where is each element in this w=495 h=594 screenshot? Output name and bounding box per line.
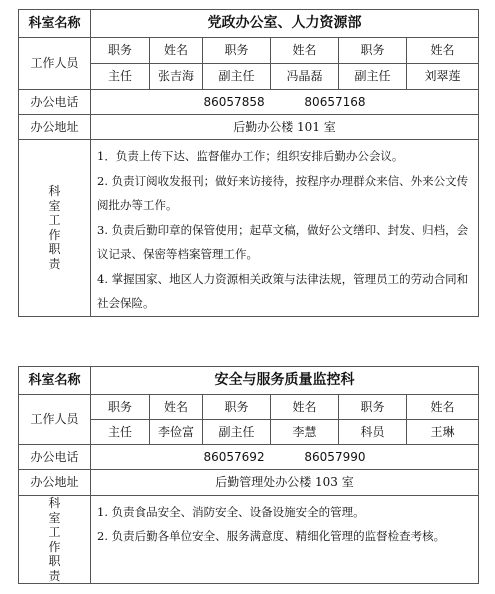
- duties-list: [91, 496, 479, 584]
- role-header: 职务: [339, 395, 407, 420]
- duty-item: 2. 负责订阅收发报刊；做好来访接待，按程序办理群众来信、外来公文传阅批办等工作。: [97, 173, 469, 212]
- name-header: 姓名: [407, 395, 479, 420]
- duties-label: [19, 496, 91, 584]
- duty-item: 4. 掌握国家、地区人力资源相关政策与法律法规，管理员工的劳动合同和社会保险。: [97, 271, 469, 310]
- staff-name: 李慧: [271, 420, 339, 445]
- department-name: 安全与服务质量监控科: [91, 367, 479, 395]
- address-label: 办公地址: [19, 470, 91, 496]
- address-label: 办公地址: [19, 115, 91, 140]
- department-table-party-office: [18, 9, 479, 317]
- staff-label: 工作人员: [19, 395, 91, 445]
- staff-name: 冯晶磊: [271, 64, 339, 90]
- office-address: 后勤管理处办公楼 103 室: [91, 470, 479, 496]
- role-header: 职务: [203, 395, 271, 420]
- phone-numbers: [91, 445, 479, 470]
- duty-item: 1．负责上传下达、监督催办工作；组织安排后勤办公会议。: [97, 149, 404, 163]
- name-header: 姓名: [150, 395, 203, 420]
- department-name-label: 科室名称: [19, 367, 91, 395]
- phone-number: 86057990: [304, 449, 366, 464]
- phone-label: 办公电话: [19, 445, 91, 470]
- name-header: 姓名: [271, 38, 339, 64]
- role-header: 职务: [91, 38, 150, 64]
- staff-name: 刘翠莲: [407, 64, 479, 90]
- staff-role: 副主任: [203, 420, 271, 445]
- duties-label-text: 科 室 工 作 职 责: [48, 184, 61, 271]
- name-header: 姓名: [150, 38, 203, 64]
- staff-role: 主任: [91, 420, 150, 445]
- staff-role: 副主任: [339, 64, 407, 90]
- department-name-label: 科室名称: [19, 10, 91, 38]
- phone-label: 办公电话: [19, 90, 91, 115]
- duty-item: 2. 负责后勤各单位安全、服务满意度、精细化管理的监督检查考核。: [97, 529, 446, 543]
- department-table-safety-quality: [18, 366, 479, 584]
- name-header: 姓名: [407, 38, 479, 64]
- duty-item: 3. 负责后勤印章的保管使用；起草文稿，做好公文缮印、封发、归档，会议记录、保密等档案管理工作。: [97, 222, 469, 261]
- name-header: 姓名: [271, 395, 339, 420]
- staff-name: 王琳: [407, 420, 479, 445]
- duties-label: [19, 140, 91, 317]
- staff-role: 科员: [339, 420, 407, 445]
- phone-number: 80657168: [304, 94, 366, 109]
- role-header: 职务: [91, 395, 150, 420]
- staff-role: 副主任: [203, 64, 271, 90]
- department-name: 党政办公室、人力资源部: [91, 10, 479, 38]
- phone-number: 86057692: [203, 449, 265, 464]
- role-header: 职务: [203, 38, 271, 64]
- phone-number: 86057858: [203, 94, 265, 109]
- staff-name: 李俭富: [150, 420, 203, 445]
- duties-list: [91, 140, 479, 317]
- staff-label: 工作人员: [19, 38, 91, 90]
- duties-label-text: 科 室 工 作 职 责: [48, 496, 61, 583]
- role-header: 职务: [339, 38, 407, 64]
- staff-name: 张吉海: [150, 64, 203, 90]
- duty-item: 1. 负责食品安全、消防安全、设备设施安全的管理。: [97, 505, 365, 519]
- phone-numbers: [91, 90, 479, 115]
- office-address: 后勤办公楼 101 室: [91, 115, 479, 140]
- staff-role: 主任: [91, 64, 150, 90]
